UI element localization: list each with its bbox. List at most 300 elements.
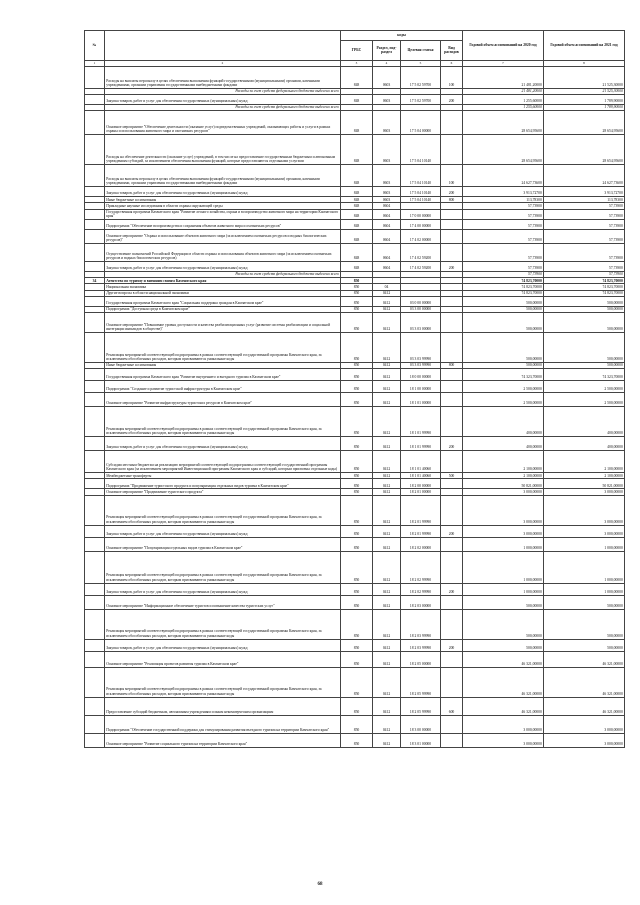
table-row xyxy=(85,369,625,381)
row-name: Основное мероприятие "Развитие социального туризма на территории Камчатского края" xyxy=(105,733,341,747)
row-target-article: 18 1 01 99990 xyxy=(401,407,441,437)
row-volume-2021: 28 654,95600 xyxy=(544,111,625,135)
row-target-article: 18 2 01 99990 xyxy=(401,495,441,525)
row-expense-type xyxy=(441,209,463,220)
row-grbs: 850 xyxy=(341,437,373,451)
row-section: 0603 xyxy=(373,165,401,187)
row-target-article: 18 1 01 40060 xyxy=(401,473,441,479)
row-volume-2021: 3 913,72700 xyxy=(544,187,625,197)
row-volume-2020: 1 000,00000 xyxy=(463,537,544,551)
row-volume-2021: 74 823,70000 xyxy=(544,290,625,296)
row-name: Другие вопросы в области национальной экономики xyxy=(105,290,341,296)
row-volume-2021: 57,73900 xyxy=(544,262,625,272)
row-section: 0412 xyxy=(373,381,401,393)
row-volume-2021: 1 000,00000 xyxy=(544,583,625,595)
row-volume-2020: 500,00000 xyxy=(463,306,544,312)
row-name: Закупка товаров, работ и услуг для обеспечения государственных (муниципальных) нужд xyxy=(105,262,341,272)
table-row xyxy=(85,313,625,333)
header-volume-2020: Годовой объем ассигнований на 2020 год xyxy=(463,31,544,61)
row-section: 0412 xyxy=(373,313,401,333)
row-volume-2021: 2 100,00000 xyxy=(544,451,625,473)
row-number xyxy=(85,209,105,220)
row-volume-2020: 57,73900 xyxy=(463,220,544,230)
row-expense-type xyxy=(441,369,463,381)
row-grbs: 848 xyxy=(341,165,373,187)
row-grbs: 850 xyxy=(341,489,373,495)
row-volume-2021: 500,00000 xyxy=(544,639,625,651)
header-volume-2021: Годовой объем ассигнований на 2021 год xyxy=(544,31,625,61)
row-expense-type: 100 xyxy=(441,66,463,88)
row-expense-type: 200 xyxy=(441,525,463,537)
row-volume-2021: 1 789,90000 xyxy=(544,104,625,110)
table-row xyxy=(85,495,625,525)
row-number xyxy=(85,437,105,451)
row-volume-2020: 500,00000 xyxy=(463,639,544,651)
row-target-article: 18 2 01 00000 xyxy=(401,489,441,495)
row-section: 0603 xyxy=(373,94,401,104)
row-section: 0412 xyxy=(373,333,401,363)
header-expense-type: Вид расходов xyxy=(441,40,463,60)
row-grbs: 850 xyxy=(341,393,373,407)
row-number xyxy=(85,451,105,473)
header-number: № xyxy=(85,31,105,61)
row-grbs: 850 xyxy=(341,495,373,525)
row-section: 0603 xyxy=(373,197,401,203)
row-name: Реализация мероприятий соответствующей подпрограммы в рамках соответствующей государственной программы Камчатского края, за исключением обособленных расходов, которым присваиваются уникальные коды xyxy=(105,407,341,437)
row-expense-type: 200 xyxy=(441,94,463,104)
table-row xyxy=(85,733,625,747)
table-row xyxy=(85,609,625,639)
row-volume-2020: 2 500,00000 xyxy=(463,381,544,393)
row-number xyxy=(85,333,105,363)
row-volume-2021: 400,00000 xyxy=(544,437,625,451)
row-number xyxy=(85,537,105,551)
row-section: 0412 xyxy=(373,369,401,381)
table-row xyxy=(85,715,625,733)
row-volume-2021: 500,00000 xyxy=(544,296,625,306)
row-target-article: 18 2 03 00000 xyxy=(401,595,441,609)
row-volume-2020: 113,78300 xyxy=(463,197,544,203)
row-volume-2021: 57,73900 xyxy=(544,220,625,230)
row-target-article: 03 3 03 00000 xyxy=(401,313,441,333)
row-volume-2021: 1 000,00000 xyxy=(544,551,625,583)
row-volume-2021: 500,00000 xyxy=(544,306,625,312)
row-grbs: 850 xyxy=(341,651,373,667)
row-grbs: 850 xyxy=(341,284,373,290)
row-grbs: 850 xyxy=(341,290,373,296)
row-section: 0412 xyxy=(373,290,401,296)
table-row xyxy=(85,230,625,244)
row-volume-2020: 500,00000 xyxy=(463,333,544,363)
row-volume-2020: 500,00000 xyxy=(463,313,544,333)
row-volume-2021: 28 654,95600 xyxy=(544,135,625,165)
row-grbs: 850 xyxy=(341,473,373,479)
row-number xyxy=(85,230,105,244)
row-grbs: 850 xyxy=(341,537,373,551)
row-expense-type xyxy=(441,651,463,667)
row-name: Подпрограмма "Продвижение туристского продукта и популяризация отдельных видов туризма в Камчатском крае" xyxy=(105,479,341,489)
row-section: 0412 xyxy=(373,479,401,489)
row-target-article: 18 2 05 99990 xyxy=(401,697,441,715)
column-index: 7 xyxy=(463,60,544,66)
row-target-article: 03 3 03 99990 xyxy=(401,333,441,363)
table-row xyxy=(85,165,625,187)
table-row xyxy=(85,551,625,583)
row-volume-2020: 3 000,00000 xyxy=(463,489,544,495)
row-name: Закупка товаров, работ и услуг для обеспечения государственных (муниципальных) нужд xyxy=(105,525,341,537)
row-number xyxy=(85,733,105,747)
row-expense-type xyxy=(441,495,463,525)
row-grbs: 850 xyxy=(341,381,373,393)
table-row xyxy=(85,583,625,595)
row-volume-2021: 2 500,00000 xyxy=(544,393,625,407)
row-section: 0412 xyxy=(373,583,401,595)
row-volume-2021: 3 000,00000 xyxy=(544,715,625,733)
row-name: Агентство по туризму и внешним связям Камчатского края xyxy=(105,278,341,284)
row-expense-type xyxy=(441,313,463,333)
row-expense-type xyxy=(441,333,463,363)
row-expense-type: 200 xyxy=(441,187,463,197)
row-target-article: 17 4 02 59200 xyxy=(401,244,441,262)
row-target-article: 18 2 02 00000 xyxy=(401,537,441,551)
row-expense-type xyxy=(441,537,463,551)
row-grbs: 850 xyxy=(341,639,373,651)
row-section: 0604 xyxy=(373,203,401,209)
row-section: 0412 xyxy=(373,537,401,551)
row-section: 0604 xyxy=(373,230,401,244)
row-number: 34 xyxy=(85,278,105,284)
row-expense-type: 200 xyxy=(441,583,463,595)
row-section: 0412 xyxy=(373,651,401,667)
row-name: Подпрограмма "Обеспечение воспроизводства и сохранения объектов животного мира и охотничьих ресурсов" xyxy=(105,220,341,230)
row-section: 0412 xyxy=(373,296,401,306)
row-target-article: 18 2 02 99990 xyxy=(401,583,441,595)
row-expense-type xyxy=(441,479,463,489)
header-name xyxy=(105,31,341,61)
row-grbs: 850 xyxy=(341,306,373,312)
row-number xyxy=(85,165,105,187)
row-name: Основное мероприятие "Информационное обеспечение туристов и повышение качества туристских услуг" xyxy=(105,595,341,609)
row-section: 0412 xyxy=(373,489,401,495)
table-row xyxy=(85,697,625,715)
row-target-article: 18 3 00 00000 xyxy=(401,715,441,733)
row-number xyxy=(85,244,105,262)
row-volume-2020: 500,00000 xyxy=(463,296,544,306)
row-number xyxy=(85,667,105,697)
row-expense-type xyxy=(441,609,463,639)
row-target-article: 03 3 00 00000 xyxy=(401,306,441,312)
row-volume-2021: 113,78300 xyxy=(544,197,625,203)
row-volume-2020: 74 323,70000 xyxy=(463,369,544,381)
row-grbs: 850 xyxy=(341,313,373,333)
row-section: 0604 xyxy=(373,262,401,272)
row-grbs: 850 xyxy=(341,333,373,363)
row-name: Государственная программа Камчатского края "Развитие внутреннего и въездного туризма в Камчатском крае" xyxy=(105,369,341,381)
row-number xyxy=(85,651,105,667)
row-name: Подпрограмма "Обеспечение государственной поддержки для стимулирования развития въездного туризма на территории Камчатского края" xyxy=(105,715,341,733)
row-name: Закупка товаров, работ и услуг для обеспечения государственных (муниципальных) нужд xyxy=(105,437,341,451)
row-section: 0412 xyxy=(373,697,401,715)
row-volume-2021: 2 100,00000 xyxy=(544,473,625,479)
row-number xyxy=(85,639,105,651)
row-volume-2020: 74 823,70000 xyxy=(463,278,544,284)
table-row xyxy=(85,220,625,230)
row-volume-2021: 3 000,00000 xyxy=(544,733,625,747)
row-section: 0603 xyxy=(373,66,401,88)
row-expense-type: 200 xyxy=(441,262,463,272)
table-row xyxy=(85,66,625,88)
row-target-article: 18 1 00 00000 xyxy=(401,381,441,393)
row-volume-2021: 500,00000 xyxy=(544,609,625,639)
row-expense-type xyxy=(441,451,463,473)
row-target-article: 17 4 02 00000 xyxy=(401,230,441,244)
row-volume-2020: 57,73900 xyxy=(463,209,544,220)
row-volume-2020: 3 913,72700 xyxy=(463,187,544,197)
row-section: 0412 xyxy=(373,551,401,583)
row-grbs: 850 xyxy=(341,583,373,595)
row-grbs: 850 xyxy=(341,363,373,369)
header-target-article: Целевая статья xyxy=(401,40,441,60)
table-row xyxy=(85,296,625,306)
row-section: 0604 xyxy=(373,220,401,230)
row-volume-2021: 500,00000 xyxy=(544,595,625,609)
column-index: 3 xyxy=(341,60,373,66)
table-row xyxy=(85,595,625,609)
table-row xyxy=(85,525,625,537)
row-grbs: 848 xyxy=(341,187,373,197)
row-volume-2020: 3 000,00000 xyxy=(463,495,544,525)
row-grbs: 850 xyxy=(341,369,373,381)
table-row xyxy=(85,209,625,220)
row-name: Реализация мероприятий соответствующей подпрограммы в рамках соответствующей государственной программы Камчатского края, за исключением обособленных расходов, которым присваиваются уникальные коды xyxy=(105,333,341,363)
row-name: Реализация мероприятий соответствующей подпрограммы в рамках соответствующей государственной программы Камчатского края, за исключением обособленных расходов, которым присваиваются уникальные коды xyxy=(105,667,341,697)
row-section: 0412 xyxy=(373,733,401,747)
row-name: Основное мероприятие "Популяризация отдельных видов туризма в Камчатском крае" xyxy=(105,537,341,551)
row-expense-type xyxy=(441,381,463,393)
row-volume-2021: 2 500,00000 xyxy=(544,381,625,393)
row-grbs: 848 xyxy=(341,197,373,203)
row-name: Реализация мероприятий соответствующей подпрограммы в рамках соответствующей государственной программы Камчатского края, за исключением обособленных расходов, которым присваиваются уникальные коды xyxy=(105,551,341,583)
row-expense-type: 100 xyxy=(441,165,463,187)
row-section: 0412 xyxy=(373,495,401,525)
table-row xyxy=(85,437,625,451)
table-row xyxy=(85,111,625,135)
row-grbs: 850 xyxy=(341,715,373,733)
row-number xyxy=(85,135,105,165)
row-grbs: 848 xyxy=(341,230,373,244)
row-volume-2021: 400,00000 xyxy=(544,407,625,437)
row-volume-2020: 1 000,00000 xyxy=(463,583,544,595)
row-expense-type xyxy=(441,715,463,733)
row-grbs: 850 xyxy=(341,296,373,306)
row-section: 0603 xyxy=(373,187,401,197)
row-number xyxy=(85,111,105,135)
row-expense-type: 200 xyxy=(441,437,463,451)
row-expense-type xyxy=(441,667,463,697)
row-target-article: 18 2 01 99990 xyxy=(401,525,441,537)
row-volume-2021: 3 000,00000 xyxy=(544,495,625,525)
row-grbs: 850 xyxy=(341,525,373,537)
row-section: 0412 xyxy=(373,437,401,451)
row-section: 0412 xyxy=(373,393,401,407)
row-section: 04 xyxy=(373,284,401,290)
row-number xyxy=(85,715,105,733)
row-grbs: 848 xyxy=(341,66,373,88)
table-row xyxy=(85,639,625,651)
row-volume-2021: 3 000,00000 xyxy=(544,489,625,495)
row-grbs: 850 xyxy=(341,667,373,697)
page-number: 68 xyxy=(317,882,323,887)
table-row xyxy=(85,381,625,393)
row-name: Прикладные научные исследования в области охраны окружающей среды xyxy=(105,203,341,209)
row-volume-2020: 2 100,00000 xyxy=(463,451,544,473)
row-section: 0412 xyxy=(373,715,401,733)
row-volume-2020: 1 255,60000 xyxy=(463,104,544,110)
row-grbs: 848 xyxy=(341,209,373,220)
table-row xyxy=(85,451,625,473)
column-index: 1 xyxy=(85,60,105,66)
row-volume-2021: 500,00000 xyxy=(544,363,625,369)
row-volume-2021: 46 321,00000 xyxy=(544,667,625,697)
row-name: Основное мероприятие "Развитие инфраструктуры туристских ресурсов в Камчатском крае" xyxy=(105,393,341,407)
row-name: Субсидии местным бюджетам на реализацию мероприятий соответствующей подпрограммы соответствующей государственной программы Камчатского края (за исключением мероприятий Инвестиционной программы Камчатского края и субсидий, которым присвоены отдельные коды) xyxy=(105,451,341,473)
row-grbs: 850 xyxy=(341,451,373,473)
row-volume-2021: 74 823,70000 xyxy=(544,284,625,290)
row-volume-2020: 24 627,73600 xyxy=(463,165,544,187)
row-section: 0412 xyxy=(373,667,401,697)
row-volume-2021: 57,73900 xyxy=(544,209,625,220)
row-target-article: 18 2 00 00000 xyxy=(401,479,441,489)
row-volume-2020: 28 654,95600 xyxy=(463,111,544,135)
row-name: Закупка товаров, работ и услуг для обеспечения государственных (муниципальных) нужд xyxy=(105,583,341,595)
row-number xyxy=(85,381,105,393)
row-number xyxy=(85,407,105,437)
row-section: 0412 xyxy=(373,306,401,312)
row-volume-2021: 46 321,00000 xyxy=(544,697,625,715)
table-row xyxy=(85,333,625,363)
row-target-article: 18 1 01 00000 xyxy=(401,393,441,407)
row-volume-2020: 46 321,00000 xyxy=(463,697,544,715)
row-name: Государственная программа Камчатского края "Социальная поддержка граждан в Камчатском крае" xyxy=(105,296,341,306)
row-volume-2021: 74 823,70000 xyxy=(544,278,625,284)
row-section: 0412 xyxy=(373,525,401,537)
row-volume-2020: 28 654,95600 xyxy=(463,135,544,165)
row-number xyxy=(85,187,105,197)
row-expense-type xyxy=(441,393,463,407)
row-volume-2020: 3 000,00000 xyxy=(463,715,544,733)
row-target-article: 18 1 01 99990 xyxy=(401,437,441,451)
header-section: Раздел, под-раздел xyxy=(373,40,401,60)
row-volume-2021: 74 323,70000 xyxy=(544,369,625,381)
table-header xyxy=(85,31,625,67)
row-expense-type: 500 xyxy=(441,473,463,479)
row-name: Подпрограмма "Создание и развитие туристской инфраструктуры в Камчатском крае" xyxy=(105,381,341,393)
column-index: 6 xyxy=(441,60,463,66)
table-row xyxy=(85,94,625,104)
column-index: 5 xyxy=(401,60,441,66)
row-number xyxy=(85,525,105,537)
row-number xyxy=(85,262,105,272)
row-section: 0412 xyxy=(373,609,401,639)
table-row xyxy=(85,393,625,407)
row-target-article: 18 2 05 00000 xyxy=(401,651,441,667)
row-expense-type xyxy=(441,244,463,262)
row-grbs: 850 xyxy=(341,733,373,747)
row-expense-type xyxy=(441,220,463,230)
row-name: Закупка товаров, работ и услуг для обеспечения государственных (муниципальных) нужд xyxy=(105,639,341,651)
row-name: Закупка товаров, работ и услуг для обеспечения государственных (муниципальных) нужд xyxy=(105,94,341,104)
row-expense-type: 800 xyxy=(441,197,463,203)
row-volume-2020: 400,00000 xyxy=(463,407,544,437)
row-volume-2020: 74 823,70000 xyxy=(463,290,544,296)
row-volume-2020: 500,00000 xyxy=(463,595,544,609)
row-volume-2020: 57,73900 xyxy=(463,230,544,244)
row-expense-type xyxy=(441,230,463,244)
row-section: 0604 xyxy=(373,209,401,220)
row-volume-2020: 57,73900 xyxy=(463,272,544,278)
row-name: Основное мероприятие "Повышение уровня доступности и качества реабилитационных услуг (развитие системы реабилитации и социальной интеграции инвалидов в обществе)" xyxy=(105,313,341,333)
row-expense-type xyxy=(441,733,463,747)
row-volume-2020: 21 481,20000 xyxy=(463,88,544,94)
row-name: Иные бюджетные ассигнования xyxy=(105,197,341,203)
row-name: Реализация мероприятий соответствующей подпрограммы в рамках соответствующей государственной программы Камчатского края, за исключением обособленных расходов, которым присваиваются уникальные коды xyxy=(105,609,341,639)
row-grbs: 850 xyxy=(341,595,373,609)
table-row xyxy=(85,479,625,489)
row-volume-2021: 24 627,73600 xyxy=(544,165,625,187)
row-section: 0604 xyxy=(373,244,401,262)
row-section: 0412 xyxy=(373,407,401,437)
row-grbs: 848 xyxy=(341,111,373,135)
row-volume-2020: 3 000,00000 xyxy=(463,733,544,747)
row-grbs: 848 xyxy=(341,244,373,262)
row-grbs: 848 xyxy=(341,135,373,165)
row-expense-type xyxy=(441,551,463,583)
row-number xyxy=(85,393,105,407)
row-grbs: 848 xyxy=(341,220,373,230)
table-row xyxy=(85,187,625,197)
row-volume-2020: 57,73900 xyxy=(463,244,544,262)
row-volume-2021: 1 789,90000 xyxy=(544,94,625,104)
row-name: Реализация мероприятий соответствующей подпрограммы в рамках соответствующей государственной программы Камчатского края, за исключением обособленных расходов, которым присваиваются уникальные коды xyxy=(105,495,341,525)
budget-table xyxy=(84,30,625,748)
row-name: Государственная программа Камчатского края "Развитие лесного хозяйства, охрана и воспроизводство животного мира на территории Камчатского края" xyxy=(105,209,341,220)
row-number xyxy=(85,609,105,639)
row-expense-type xyxy=(441,595,463,609)
row-name: Расходы за счет средств федерального бюджета выделено всего xyxy=(105,104,341,110)
row-volume-2021: 57,73900 xyxy=(544,230,625,244)
row-name: Основное мероприятие "Продвижение туристского продукта" xyxy=(105,489,341,495)
table-row xyxy=(85,262,625,272)
row-grbs: 850 xyxy=(341,551,373,583)
row-volume-2020: 57,73900 xyxy=(463,203,544,209)
row-expense-type: 800 xyxy=(441,363,463,369)
header-grbs: ГРБС xyxy=(341,40,373,60)
row-volume-2021: 1 000,00000 xyxy=(544,537,625,551)
row-volume-2020: 400,00000 xyxy=(463,437,544,451)
row-grbs: 848 xyxy=(341,262,373,272)
row-number xyxy=(85,583,105,595)
row-name: Расходы за счет средств федерального бюджета выделено всего xyxy=(105,88,341,94)
row-expense-type xyxy=(441,135,463,165)
row-volume-2020: 2 100,00000 xyxy=(463,473,544,479)
row-volume-2020: 500,00000 xyxy=(463,363,544,369)
row-volume-2020: 74 823,70000 xyxy=(463,284,544,290)
row-grbs: 850 xyxy=(341,278,373,284)
row-expense-type xyxy=(441,407,463,437)
row-volume-2020: 1 255,60000 xyxy=(463,94,544,104)
row-expense-type xyxy=(441,111,463,135)
row-volume-2021: 21 525,30000 xyxy=(544,66,625,88)
